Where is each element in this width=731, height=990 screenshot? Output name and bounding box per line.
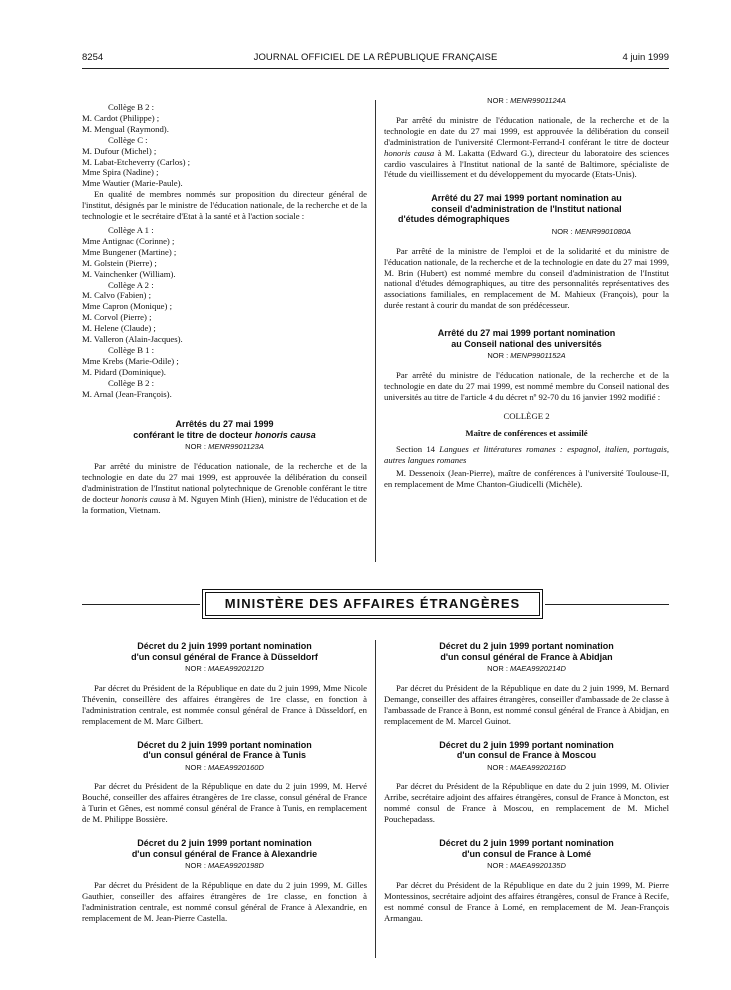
section-title: au Conseil national des universités: [451, 338, 602, 349]
nor-reference: NOR : MAEA9920216D: [487, 762, 566, 772]
decree-title: Décret du 2 juin 1999 portant nomination: [439, 641, 614, 651]
decree-title: Décret du 2 juin 1999 portant nomination: [137, 641, 312, 651]
college-heading: Collège A 1 :: [108, 224, 154, 235]
paragraph: En qualité de membres nommés sur proposition du directeur général de l'institut, désignés par le ministre de l'éducation nationale, de la recherche et de la technologie et le secrétaire d'Etat à la santé et à l'action sociale :: [82, 189, 367, 222]
member-line: M. Corvol (Pierre) ;: [82, 312, 152, 323]
member-line: M. Dufour (Michel) ;: [82, 145, 157, 156]
paragraph: Par arrêté du ministre de l'éducation nationale, de la recherche et de la technologie en date du 27 mai 1999, est approuvée la délibération du conseil d'administration de l'Institut national polytechnique de Grenoble conférant le titre de docteur honoris causa à M. Nguyen Minh (Hien), ministre de l'éducation et de la formation, Vietnam.: [82, 461, 367, 515]
page-number: 8254: [82, 52, 104, 63]
decree-title: Décret du 2 juin 1999 portant nomination: [439, 838, 614, 849]
paragraph: Par arrêté du ministre de l'éducation nationale, de la recherche et de la technologie en date du 27 mai 1999, est approuvée la délibération du conseil d'administration de l'université Clermont-Ferrand-I conférant le titre de docteur honoris causa à M. Lakatta (Edward G.), directeur du laboratoire des sciences cardio vasculaires à l'Institut national de la santé de Baltimore, spécialiste de l'étude du vieillissement et du développement du myocarde (Etats-Unis).: [384, 114, 669, 180]
banner-rule-left: [82, 604, 200, 605]
paragraph: Par décret du Président de la République en date du 2 juin 1999, M. Olivier Arribe, secrétaire adjoint des affaires étrangères, consul de France à Moncton, est nommé consul de France à Moscou, en remplacement de M. Michel Pouchepadass.: [384, 781, 669, 825]
decree-title: Décret du 2 juin 1999 portant nomination: [137, 838, 312, 849]
paragraph: Par décret du Président de la République en date du 2 juin 1999, M. Hervé Bouché, conseiller des affaires étrangères de 1re classe, consul général de France à Turin et Gênes, est nommé consul général de France à Tunis, en remplacement de M. Philippe Bossière.: [82, 781, 367, 825]
member-line: Mme Wautier (Marie-Paule).: [82, 178, 183, 189]
member-line: M. Cardot (Philippe) ;: [82, 112, 160, 123]
member-line: M. Pidard (Dominique).: [82, 366, 166, 377]
page-header: [82, 52, 669, 66]
member-line: Mme Krebs (Marie-Odile) ;: [82, 355, 179, 366]
banner-rule-right: [545, 604, 669, 605]
college-heading: Collège B 1 :: [108, 344, 155, 355]
section-title: Arrêtés du 27 mai 1999: [175, 419, 274, 430]
nor-reference: NOR : MAEA9920214D: [487, 664, 566, 673]
decree-title: d'un consul général de France à Abidjan: [440, 651, 613, 662]
nor-reference: NOR : MENP9901152A: [487, 351, 566, 361]
section-title: conseil d'administration de l'Institut national: [431, 203, 622, 214]
member-line: M. Vainchenker (William).: [82, 268, 176, 279]
nor-reference: NOR : MENR9901123A: [185, 442, 264, 452]
nor-reference: NOR : MENR9901124A: [487, 96, 566, 105]
decree-title: Décret du 2 juin 1999 portant nomination: [137, 739, 312, 750]
column-divider: [375, 100, 376, 562]
member-line: Mme Spira (Nadine) ;: [82, 167, 159, 178]
paragraph: Par décret du Président de la République en date du 2 juin 1999, Mme Nicole Thévenin, conseillère des affaires étrangères de 1re classe, en fonction à l'administration centrale, est nommée consul général de France à Düsseldorf, en remplacement de M. Marc Gilbert.: [82, 682, 367, 726]
member-line: Mme Antignac (Corinne) ;: [82, 235, 175, 246]
subheading: Maître de conférences et assimilé: [465, 427, 588, 438]
member-line: M. Helene (Claude) ;: [82, 323, 156, 334]
left-column-bottom: [82, 641, 367, 927]
section-title: d'études démographiques: [398, 214, 510, 225]
right-column-bottom: [384, 641, 669, 927]
college-heading: Collège B 2 :: [108, 102, 155, 112]
decree-title: d'un consul de France à Moscou: [456, 750, 597, 761]
college-heading: Collège C :: [108, 134, 148, 145]
column-divider: [375, 640, 376, 958]
journal-title: JOURNAL OFFICIEL DE LA RÉPUBLIQUE FRANÇAISE: [253, 52, 498, 63]
member-line: M. Labat-Etcheverry (Carlos) ;: [82, 156, 191, 167]
paragraph: Par arrêté de la ministre de l'emploi et de la solidarité et du ministre de l'éducation nationale, de la recherche et de la technologie en date du 27 mai 1999, M. Brin (Hubert) est nommé membre du conseil d'administration de l'Institut national d'études démographiques, au titre des personnalités représentatives des associations familiales, en remplacement de M. Mahieux (François), pour la durée restant à courir du mandat de son prédécesseur.: [384, 245, 669, 311]
left-column-top: [82, 102, 367, 519]
member-line: M. Mengual (Raymond).: [82, 123, 169, 134]
nor-reference: NOR : MAEA9920212D: [185, 664, 264, 673]
college-title: COLLÈGE 2: [503, 410, 550, 421]
header-rule: [82, 68, 669, 69]
member-line: M. Valleron (Alain-Jacques).: [82, 334, 183, 345]
paragraph: Par décret du Président de la République en date du 2 juin 1999, M. Gilles Gauthier, conseiller des affaires étrangères de 1re classe, en fonction à l'administration centrale, est nommé consul général de France à Alexandrie, en remplacement de M. Jean-Pierre Castella.: [82, 879, 367, 923]
section-line: Section 14 Langues et littératures romanes : espagnol, italien, portugais, autres langues romanes: [384, 443, 670, 465]
decree-title: d'un consul général de France à Tunis: [142, 750, 306, 761]
paragraph: Par décret du Président de la République en date du 2 juin 1999, M. Bernard Demange, conseiller des affaires étrangères, conseiller d'ambassade de 2e classe à l'ambassade de France à Bonn, est nommé consul général de France à Abidjan, en remplacement de M. Marcel Guinot.: [384, 682, 669, 726]
nor-reference: NOR : MAEA9920198D: [185, 861, 264, 871]
decree-title: d'un consul de France à Lomé: [461, 848, 592, 859]
nor-reference: NOR : MAEA9920160D: [185, 762, 264, 772]
member-line: M. Golstein (Pierre) ;: [82, 257, 157, 268]
paragraph: Par arrêté du ministre de l'éducation nationale, de la recherche et de la technologie en date du 27 mai 1999, est nommé membre du Conseil national des universités au titre de l'article 4 du décret nº 92-70 du 16 janvier 1992 modifié :: [384, 370, 669, 402]
college-heading: Collège A 2 :: [108, 279, 154, 290]
decree-title: Décret du 2 juin 1999 portant nomination: [439, 739, 614, 750]
college-heading: Collège B 2 :: [108, 377, 155, 388]
member-line: Mme Bungener (Martine) ;: [82, 246, 177, 257]
member-line: M. Arnal (Jean-François).: [82, 388, 172, 399]
section-title: conférant le titre de docteur honoris causa: [133, 429, 316, 440]
right-column-top: [384, 96, 669, 493]
section-title: Arrêté du 27 mai 1999 portant nomination au: [431, 193, 622, 204]
issue-date: 4 juin 1999: [622, 52, 669, 63]
section-title: Arrêté du 27 mai 1999 portant nomination: [437, 328, 616, 339]
decree-title: d'un consul général de France à Alexandrie: [131, 848, 318, 859]
ministry-banner: MINISTÈRE DES AFFAIRES ÉTRANGÈRES: [205, 592, 540, 616]
decree-title: d'un consul général de France à Düsseldorf: [131, 651, 318, 662]
member-line: Mme Capron (Monique) ;: [82, 301, 172, 312]
paragraph: M. Dessenoix (Jean-Pierre), maître de conférences à l'université Toulouse-II, en remplacement de Mme Chanton-Giudicelli (Michèle).: [384, 468, 669, 490]
member-line: M. Calvo (Fabien) ;: [82, 290, 152, 301]
nor-reference: NOR : MAEA9920135D: [487, 861, 566, 871]
paragraph: Par décret du Président de la République en date du 2 juin 1999, M. Pierre Montessinos, secrétaire adjoint des affaires étrangères, consul de France à Recife, est nommé consul de France à Lomé, en remplacement de M. Jean-François Armangau.: [384, 879, 669, 923]
nor-reference: NOR : MENR9901080A: [551, 226, 631, 236]
